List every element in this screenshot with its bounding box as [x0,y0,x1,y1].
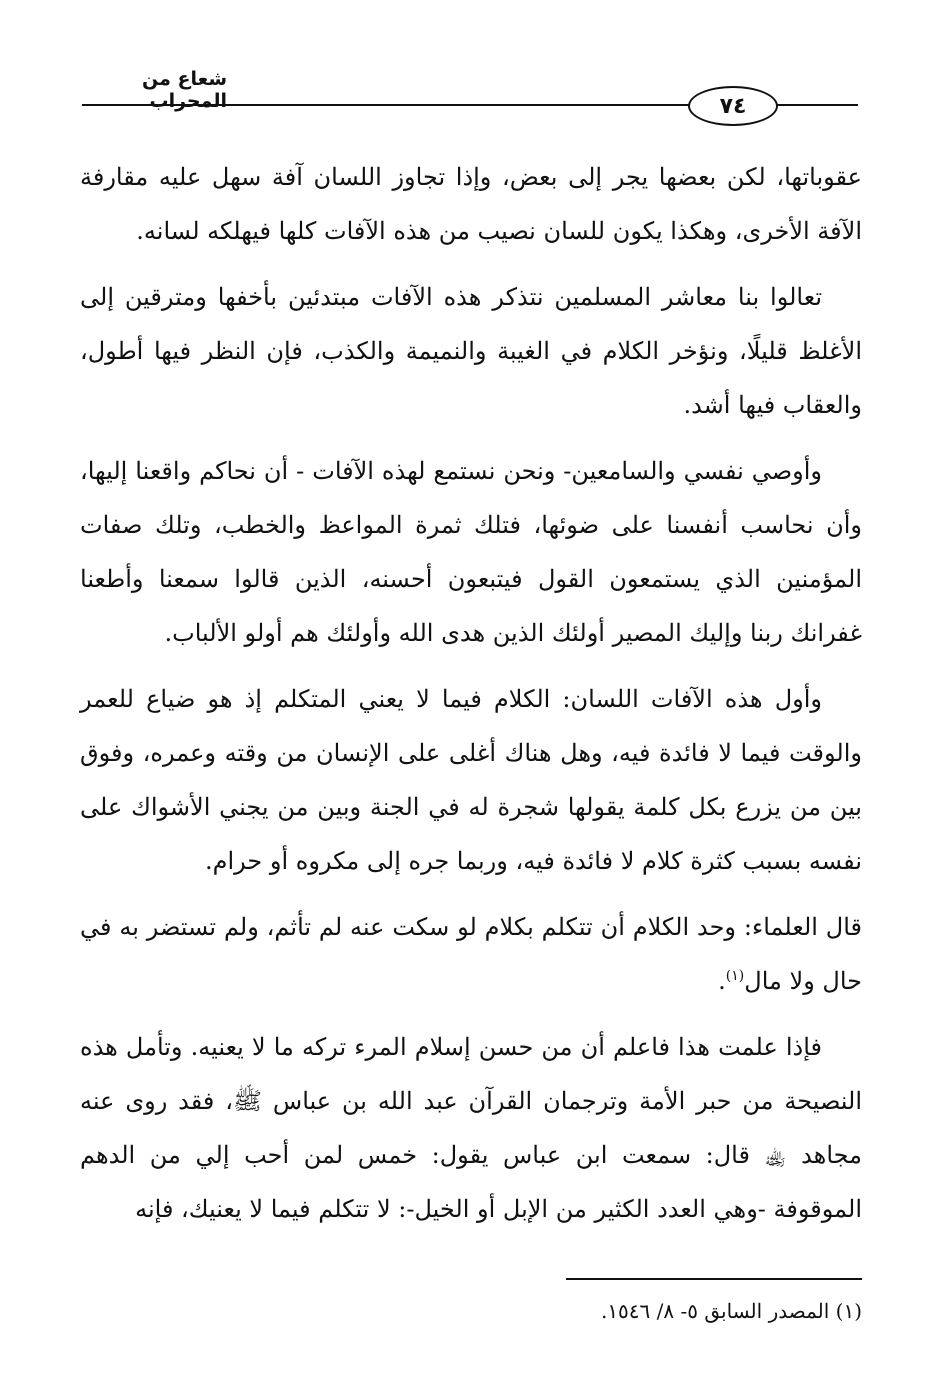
paragraph-5-text: قال العلماء: وحد الكلام أن تتكلم بكلام لو سكت عنه لم تأثم، ولم تستضر به في حال ولا مال [80,913,862,995]
page-number: ٧٤ [688,86,778,126]
footnote-reference: (١) [725,968,745,984]
paragraph-5-end: . [718,967,726,995]
paragraph-3: وأوصي نفسي والسامعين- ونحن نستمع لهذه الآفات - أن نحاكم واقعنا إليها، وأن نحاسب أنفسنا على ضوئها، فتلك ثمرة المواعظ والخطب، وتلك صفات المؤمنين الذي يستمعون القول فيتبعون أحسنه، الذين قالوا سمعنا وأطعنا غفرانك ربنا وإليك المصير أولئك الذين هدى الله وأولئك هم أولو الألباب. [80,457,862,647]
paragraph-2: تعالوا بنا معاشر المسلمين نتذكر هذه الآفات مبتدئين بأخفها ومترقين إلى الأغلظ قليلًا، ونؤخر الكلام في الغيبة والنميمة والكذب، فإن النظر فيها أطول، والعقاب فيها أشد. [80,283,862,419]
footnote-1: (١) المصدر السابق ٥- ٨/ ١٥٤٦. [600,1299,862,1323]
paragraph-6: فإذا علمت هذا فاعلم أن من حسن إسلام المرء تركه ما لا يعنيه. وتأمل هذه النصيحة من حبر الأمة وترجمان القرآن عبد الله بن عباس ﷺ، فقد روى عنه مجاهد ﵀ قال: سمعت ابن عباس يقول: خمس لمن أحب إلي من الدهم الموقوفة -وهي العدد الكثير من الإبل أو الخيل-: لا تتكلم فيما لا يعنيك، فإنه [80,1033,862,1223]
body-text [80,150,862,1248]
paragraph-1: عقوباتها، لكن بعضها يجر إلى بعض، وإذا تجاوز اللسان آفة سهل عليه مقارفة الآفة الأخرى، وهكذا يكون للسان نصيب من هذه الآفات كلها فيهلكه لسانه. [80,163,862,245]
footnote-rule [566,1278,862,1280]
running-title: شعاع من المحراب [142,68,227,112]
paragraph-4: وأول هذه الآفات اللسان: الكلام فيما لا يعني المتكلم إذ هو ضياع للعمر والوقت فيما لا فائدة فيه، وهل هناك أغلى على الإنسان من وقته وعمره، وفوق بين من يزرع بكل كلمة يقولها شجرة له في الجنة وبين من يجني الأشواك على نفسه بسبب كثرة كلام لا فائدة فيه، وربما جره إلى مكروه أو حرام. [80,685,862,875]
paragraph-5 [80,900,862,1008]
